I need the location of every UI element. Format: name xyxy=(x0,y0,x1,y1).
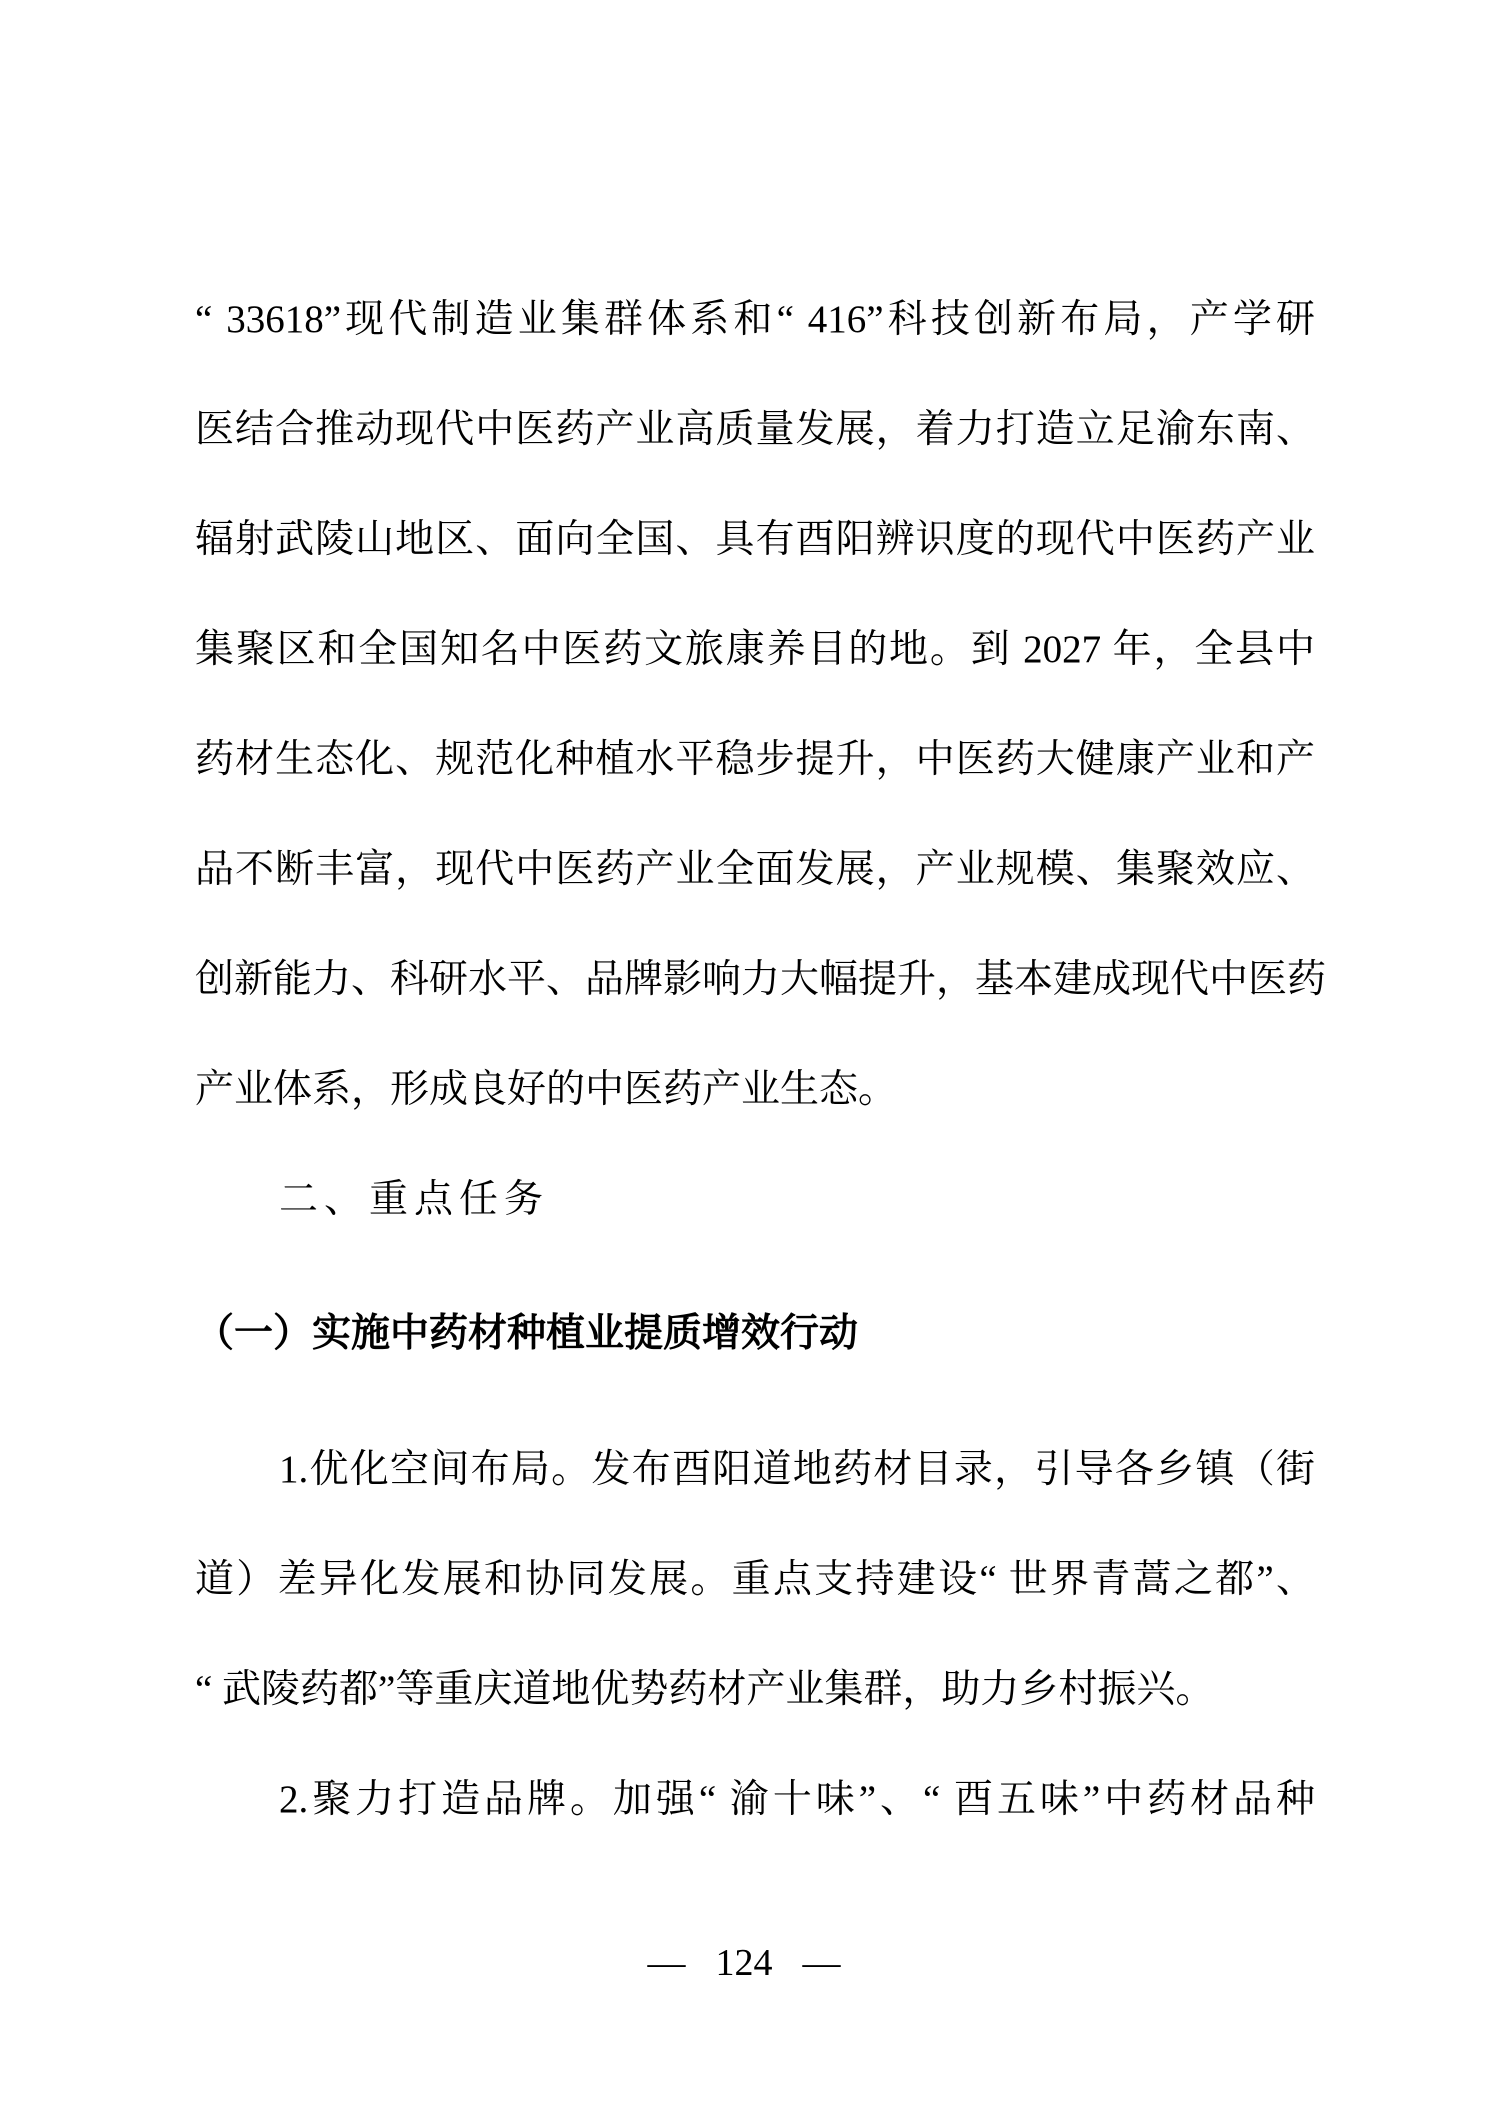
body-line: 医结合推动现代中医药产业高质量发展，着力打造立足渝东南、 xyxy=(195,408,1315,451)
body-line: 品不断丰富，现代中医药产业全面发展，产业规模、集聚效应、 xyxy=(195,848,1315,891)
page-footer xyxy=(0,1933,1488,1993)
body-line: 产业体系，形成良好的中医药产业生态。 xyxy=(195,1068,898,1111)
body-line: 集聚区和全国知名中医药文旅康养目的地。到 2027 年，全县中 xyxy=(195,628,1315,671)
body-line: 2.聚力打造品牌。加强“ 渝十味”、“ 酉五味”中药材品种 xyxy=(279,1778,1315,1821)
body-line: 1.优化空间布局。发布酉阳道地药材目录，引导各乡镇（街 xyxy=(279,1448,1315,1491)
footer-dash-right: — xyxy=(802,1942,841,1984)
body-line: 辐射武陵山地区、面向全国、具有酉阳辨识度的现代中医药产业 xyxy=(195,518,1315,561)
body-line: 药材生态化、规范化种植水平稳步提升，中医药大健康产业和产 xyxy=(195,738,1315,781)
body-line: 道）差异化发展和协同发展。重点支持建设“ 世界青蒿之都”、 xyxy=(195,1558,1315,1601)
page-body xyxy=(195,265,1327,1855)
subsection-heading: （一）实施中药材种植业提质增效行动 xyxy=(195,1312,859,1355)
page-number: 124 xyxy=(715,1942,773,1984)
body-line: 创新能力、科研水平、品牌影响力大幅提升，基本建成现代中医药 xyxy=(195,958,1327,1001)
section-heading: 二、重点任务 xyxy=(279,1178,550,1221)
body-line: “ 33618”现代制造业集群体系和“ 416”科技创新布局，产学研 xyxy=(195,298,1315,341)
body-line: “ 武陵药都”等重庆道地优势药材产业集群，助力乡村振兴。 xyxy=(195,1668,1215,1711)
footer-dash-left: — xyxy=(647,1942,686,1984)
